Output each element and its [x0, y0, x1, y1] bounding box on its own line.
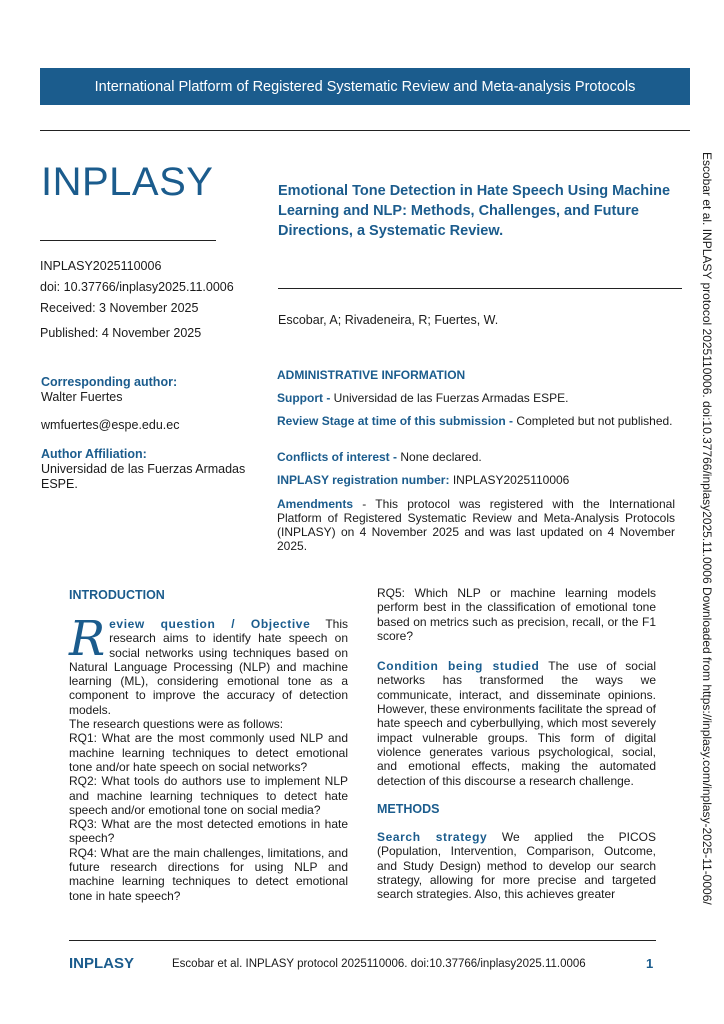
- questions-intro: The research questions were as follows:: [69, 717, 284, 732]
- rq5: RQ5: Which NLP or machine learning models perform best in the classification of emotional tone based on metrics such as precision, recall, or the F1 score?: [377, 586, 656, 643]
- side-citation: Escobar et al. INPLASY protocol 2025110006. doi:10.37766/inplasy2025.11.0006 Downloaded from https://inplasy.com/inplasy-2025-11-0006/: [700, 152, 714, 905]
- paper-title: Emotional Tone Detection in Hate Speech Using Machine Learning and NLP: Methods, Challenges, and Future Directions, a Systematic Review.: [278, 183, 671, 239]
- rq4: RQ4: What are the main challenges, limitations, and future research directions for using NLP and machine learning techniques to detect emotional tone in hate speech?: [69, 845, 348, 903]
- search-paragraph: [377, 830, 656, 901]
- search-label: Search strategy: [377, 830, 488, 845]
- author-affiliation: [41, 447, 246, 492]
- stage-value: Completed but not published.: [513, 414, 673, 428]
- header-banner: [40, 68, 690, 105]
- regnum-value: INPLASY2025110006: [449, 473, 570, 487]
- admin-conflicts: [277, 450, 675, 464]
- title-divider: [278, 288, 682, 289]
- drop-cap: R: [69, 611, 106, 667]
- inplasy-logo: INPLASY: [41, 160, 214, 204]
- rq3: RQ3: What are the most detected emotions in hate speech?: [69, 817, 348, 846]
- admin-regnum: [277, 473, 675, 487]
- footer-divider: [69, 940, 656, 941]
- admin-amendments: [277, 497, 675, 553]
- stage-label: Review Stage at time of this submission -: [277, 414, 514, 428]
- affiliation-value: Universidad de las Fuerzas Armadas ESPE.: [41, 462, 246, 491]
- condition-paragraph: [377, 659, 656, 788]
- registration-id: INPLASY2025110006: [40, 259, 162, 273]
- search-text: We applied the PICOS (Population, Intervention, Comparison, Outcome, and Study Design) method to develop our search strategy, allowing for more precise and targeted search strategies. Also, this achieves greater: [377, 830, 657, 902]
- rq1: RQ1: What are the most commonly used NLP and machine learning techniques to detect emotional tone and/or hate speech on social networks?: [69, 731, 348, 774]
- amend-value: - This protocol was registered with the International Platform of Registered Systematic Review and Meta-Analysis Protocols (INPLASY) on 4 November 2025 and was last updated on 4 November 2025.: [277, 497, 675, 553]
- received-date: Received: 3 November 2025: [40, 301, 199, 315]
- right-column: [377, 586, 656, 902]
- admin-heading: ADMINISTRATIVE INFORMATION: [277, 368, 466, 382]
- author-list: Escobar, A; Rivadeneira, R; Fuertes, W.: [278, 313, 499, 327]
- conflicts-label: Conflicts of interest -: [277, 450, 398, 464]
- regnum-label: INPLASY registration number:: [277, 473, 450, 487]
- admin-stage: [277, 414, 675, 428]
- condition-text: The use of social networks has transformed the ways we communicate, interact, and disseminate opinions. However, these environments facilitate the spread of hate speech and cyberbullying, which most severely impact vulnerable groups. This form of digital violence generates various psychological, social, and emotional effects, making the automated detection of this discourse a research challenge.: [377, 659, 656, 788]
- footer-citation: Escobar et al. INPLASY protocol 2025110006. doi:10.37766/inplasy2025.11.0006: [172, 958, 586, 970]
- doi-line: doi: 10.37766/inplasy2025.11.0006: [40, 280, 234, 294]
- author-name: Walter Fuertes: [41, 390, 123, 404]
- footer-logo: INPLASY: [69, 955, 135, 972]
- top-divider: [40, 130, 690, 131]
- amend-label: Amendments: [277, 497, 354, 511]
- support-value: Universidad de las Fuerzas Armadas ESPE.: [330, 391, 569, 405]
- objective-label: eview question / Objective: [109, 617, 311, 631]
- rq2: RQ2: What tools do authors use to implement NLP and machine learning techniques to detect hate speech and/or emotional tone on social media?: [69, 774, 348, 817]
- intro-heading: INTRODUCTION: [69, 588, 165, 602]
- page-number: 1: [646, 956, 654, 971]
- methods-heading: METHODS: [377, 801, 440, 816]
- published-date: Published: 4 November 2025: [40, 326, 202, 340]
- banner-text: International Platform of Registered Systematic Review and Meta-analysis Protocols: [94, 78, 636, 95]
- author-email[interactable]: wmfuertes@espe.edu.ec: [41, 418, 180, 432]
- condition-label: Condition being studied: [377, 659, 540, 674]
- logo-divider: [40, 240, 216, 241]
- admin-support: [277, 391, 675, 405]
- affiliation-label: Author Affiliation:: [41, 447, 147, 461]
- support-label: Support -: [277, 391, 331, 405]
- intro-column: [69, 611, 348, 903]
- corresponding-label: Corresponding author:: [41, 375, 178, 389]
- objective-paragraph: [69, 611, 348, 717]
- corresponding-author: [41, 375, 177, 405]
- objective-text: This research aims to identify hate speech on social networks using techniques based on Natural Language Processing (NLP) and machine learning (ML), considering emotional tone as a component to improve the accuracy of detection models.: [69, 617, 348, 717]
- conflicts-value: None declared.: [397, 450, 482, 464]
